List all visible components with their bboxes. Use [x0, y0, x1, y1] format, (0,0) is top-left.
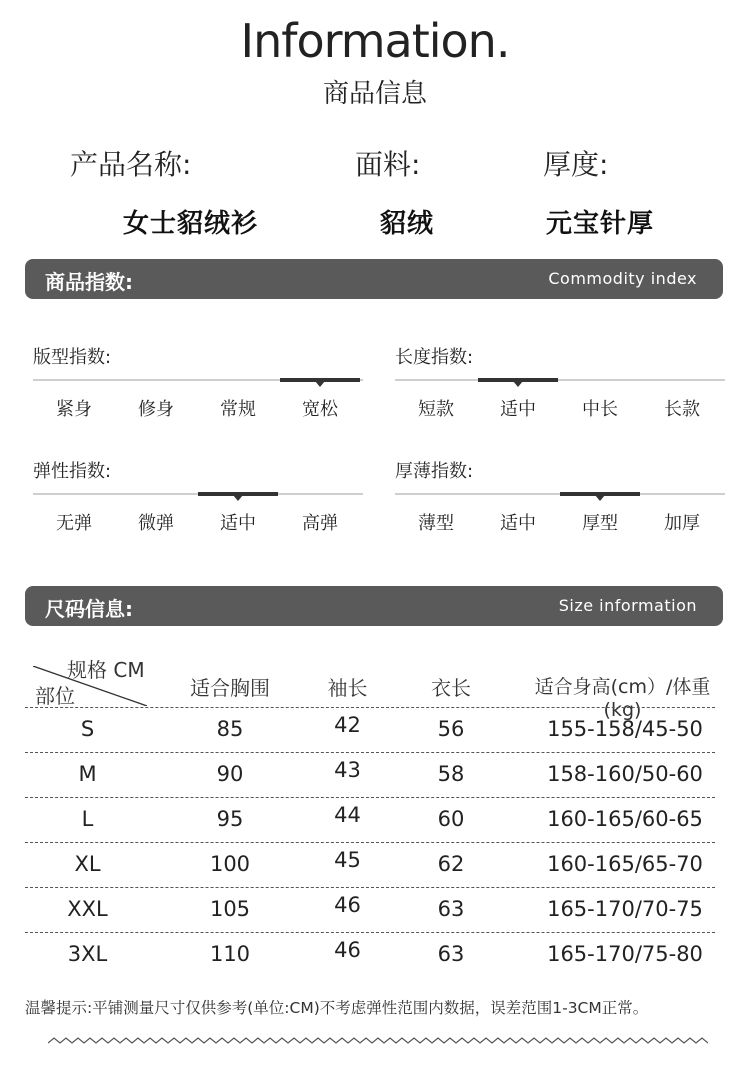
index-option: 高弹 [302, 513, 338, 534]
size-cell: S [80, 717, 95, 741]
index-option: 无弹 [56, 513, 92, 534]
length-cell: 63 [437, 897, 465, 921]
chest-cell: 110 [209, 942, 251, 966]
index-label: 长度指数: [395, 347, 474, 368]
index-option: 长款 [664, 399, 700, 420]
index-selected-marker [560, 492, 640, 496]
index-option: 短款 [418, 399, 454, 420]
fabric-value: 貂绒 [380, 209, 435, 239]
length-cell: 56 [437, 717, 465, 741]
chest-cell: 85 [216, 717, 244, 741]
index-option: 加厚 [664, 513, 700, 534]
fabric-label: 面料: [355, 148, 421, 181]
thickness-value: 元宝针厚 [546, 209, 655, 239]
length-cell: 62 [437, 852, 465, 876]
size-cell: 3XL [67, 942, 108, 966]
table-row [25, 932, 723, 977]
product-name-label: 产品名称: [70, 148, 192, 181]
measurement-note: 温馨提示:平铺测量尺寸仅供参考(单位:CM)不考虑弹性范围内数据，误差范围1-3CM正常。 [25, 999, 649, 1017]
index-option: 适中 [500, 399, 536, 420]
sleeve-cell: 45 [334, 848, 361, 872]
length-cell: 60 [437, 807, 465, 831]
corner-spec-label: 规格 CM [67, 658, 145, 682]
index-track [33, 379, 363, 381]
index-option: 修身 [138, 399, 174, 420]
height-weight-cell: 155-158/45-50 [547, 717, 703, 741]
index-selected-marker [280, 378, 360, 382]
header-sleeve: 袖长 [327, 676, 368, 700]
banner-title-en: Size information [558, 596, 697, 615]
header-height-weight: 适合身高(cm）/体重(kg) [534, 676, 711, 721]
size-cell: M [78, 762, 97, 786]
height-weight-cell: 165-170/70-75 [547, 897, 703, 921]
index-label: 版型指数: [33, 347, 112, 368]
chest-cell: 95 [216, 807, 244, 831]
sleeve-cell: 44 [334, 803, 361, 827]
banner-title-cn: 尺码信息: [45, 597, 133, 621]
index-option: 中长 [582, 399, 618, 420]
banner-title-cn: 商品指数: [45, 270, 133, 294]
table-row [25, 752, 723, 797]
size-cell: L [81, 807, 94, 831]
index-option: 紧身 [56, 399, 92, 420]
length-cell: 63 [437, 942, 465, 966]
chest-cell: 105 [209, 897, 251, 921]
page-title: Information. [240, 14, 510, 68]
index-option: 微弹 [138, 513, 174, 534]
size-info-banner [25, 586, 723, 626]
index-option: 常规 [220, 399, 256, 420]
corner-part-label: 部位 [35, 684, 75, 708]
wave-divider [48, 1036, 708, 1050]
index-selected-marker [478, 378, 558, 382]
index-option: 薄型 [418, 513, 454, 534]
index-track [33, 493, 363, 495]
sleeve-cell: 43 [334, 758, 361, 782]
height-weight-cell: 165-170/75-80 [547, 942, 703, 966]
header-chest: 适合胸围 [190, 676, 270, 700]
size-cell: XL [74, 852, 101, 876]
size-cell: XXL [67, 897, 108, 921]
page-subtitle: 商品信息 [322, 79, 427, 109]
chest-cell: 90 [216, 762, 244, 786]
index-track [395, 379, 725, 381]
index-label: 弹性指数: [33, 461, 112, 482]
index-selected-marker [198, 492, 278, 496]
sleeve-cell: 46 [334, 938, 361, 962]
index-option: 适中 [500, 513, 536, 534]
sleeve-cell: 42 [334, 713, 361, 737]
thickness-label: 厚度: [543, 148, 609, 181]
sleeve-cell: 46 [334, 893, 361, 917]
index-option: 适中 [220, 513, 256, 534]
index-label: 厚薄指数: [395, 461, 474, 482]
table-header [25, 650, 723, 721]
height-weight-cell: 160-165/65-70 [547, 852, 703, 876]
height-weight-cell: 160-165/60-65 [547, 807, 703, 831]
banner-title-en: Commodity index [548, 269, 697, 288]
commodity-index-banner [25, 259, 723, 299]
index-option: 宽松 [302, 399, 338, 420]
table-row [25, 797, 723, 842]
length-cell: 58 [437, 762, 465, 786]
table-row [25, 707, 723, 752]
table-row [25, 887, 723, 932]
header-length: 衣长 [431, 676, 471, 700]
table-row [25, 842, 723, 887]
product-name-value: 女士貂绒衫 [123, 209, 259, 239]
height-weight-cell: 158-160/50-60 [547, 762, 703, 786]
chest-cell: 100 [209, 852, 251, 876]
index-track [395, 493, 725, 495]
index-option: 厚型 [582, 513, 618, 534]
